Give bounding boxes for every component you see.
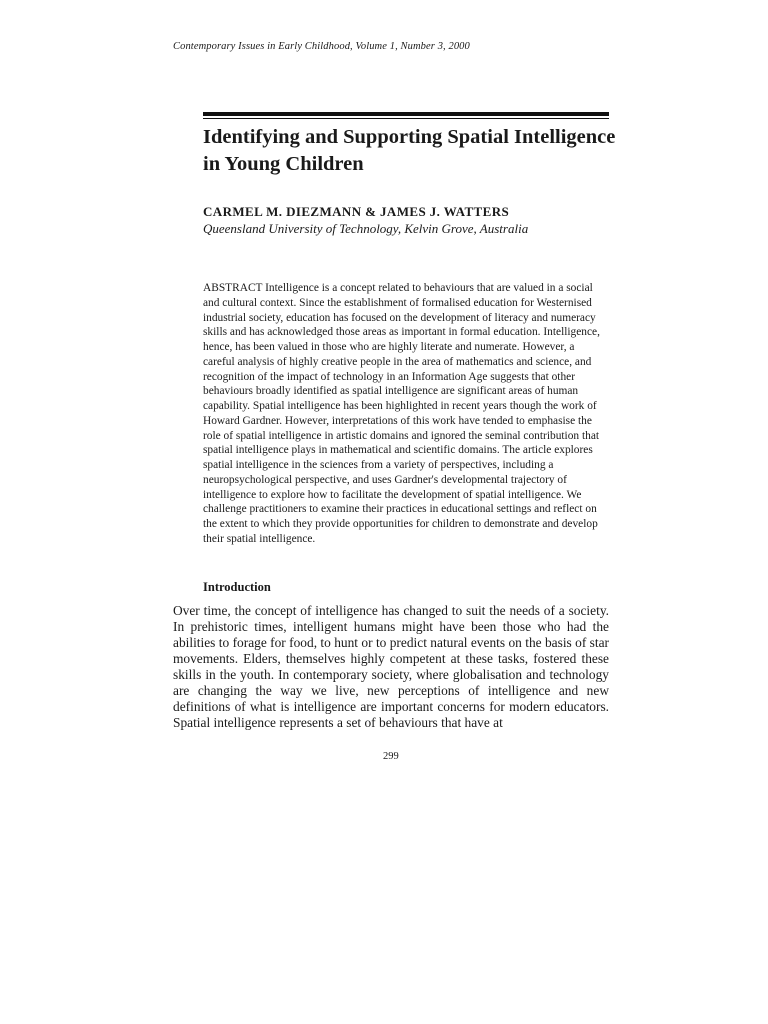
abstract — [203, 281, 600, 547]
authors: CARMEL M. DIEZMANN & JAMES J. WATTERS — [203, 204, 510, 219]
body-paragraph: Over time, the concept of intelligence has changed to suit the needs of a society. In prehistoric times, intelligent humans might have been those who had the abilities to forage for food, to hunt or to predict natural events on the basis of star movements. Elders, themselves highly competent at these tasks, fostered these skills in the youth. In contemporary society, where globalisation and technology are changing the way we live, new perceptions of intelligence and new definitions of what is intelligence are important concerns for modern educators. Spatial intelligence represents a set of behaviours that have at — [173, 603, 609, 730]
running-head: Contemporary Issues in Early Childhood, Volume 1, Number 3, 2000 — [173, 41, 470, 52]
title-rule-thick — [203, 112, 609, 116]
affiliation: Queensland University of Technology, Kelvin Grove, Australia — [203, 221, 529, 236]
page-number: 299 — [383, 751, 399, 762]
abstract-text: ABSTRACT Intelligence is a concept related to behaviours that are valued in a social and cultural context. Since the establishment of formalised education for Westernised industrial society, education has focused on the development of literacy and numeracy skills and has acknowledged those areas as important in formal education. Intelligence, hence, has been valued in those who are highly literate and numerate. However, a careful analysis of highly creative people in the area of mathematics and science, and recognition of the impact of technology in an Information Age suggests that other behaviours broadly identified as spatial intelligence are significant areas of human capability. Spatial intelligence has been highlighted in recent years though the work of Howard Gardner. However, interpretations of this work have tended to emphasise the role of spatial intelligence in artistic domains and ignored the seminal contribution that spatial intelligence plays in mathematical and scientific domains. The article explores spatial intelligence in the sciences from a variety of perspectives, including a neuropsychological perspective, and uses Gardner's developmental trajectory of intelligence to explore how to facilitate the development of spatial intelligence. We challenge practitioners to examine their practices in educational settings and reflect on the extent to which they provide opportunities for children to demonstrate and develop their spatial intelligence. — [203, 282, 600, 545]
article-title: Identifying and Supporting Spatial Intelligence in Young Children — [203, 126, 616, 175]
title-rule-thin — [203, 118, 609, 119]
section-heading-introduction: Introduction — [203, 580, 271, 594]
